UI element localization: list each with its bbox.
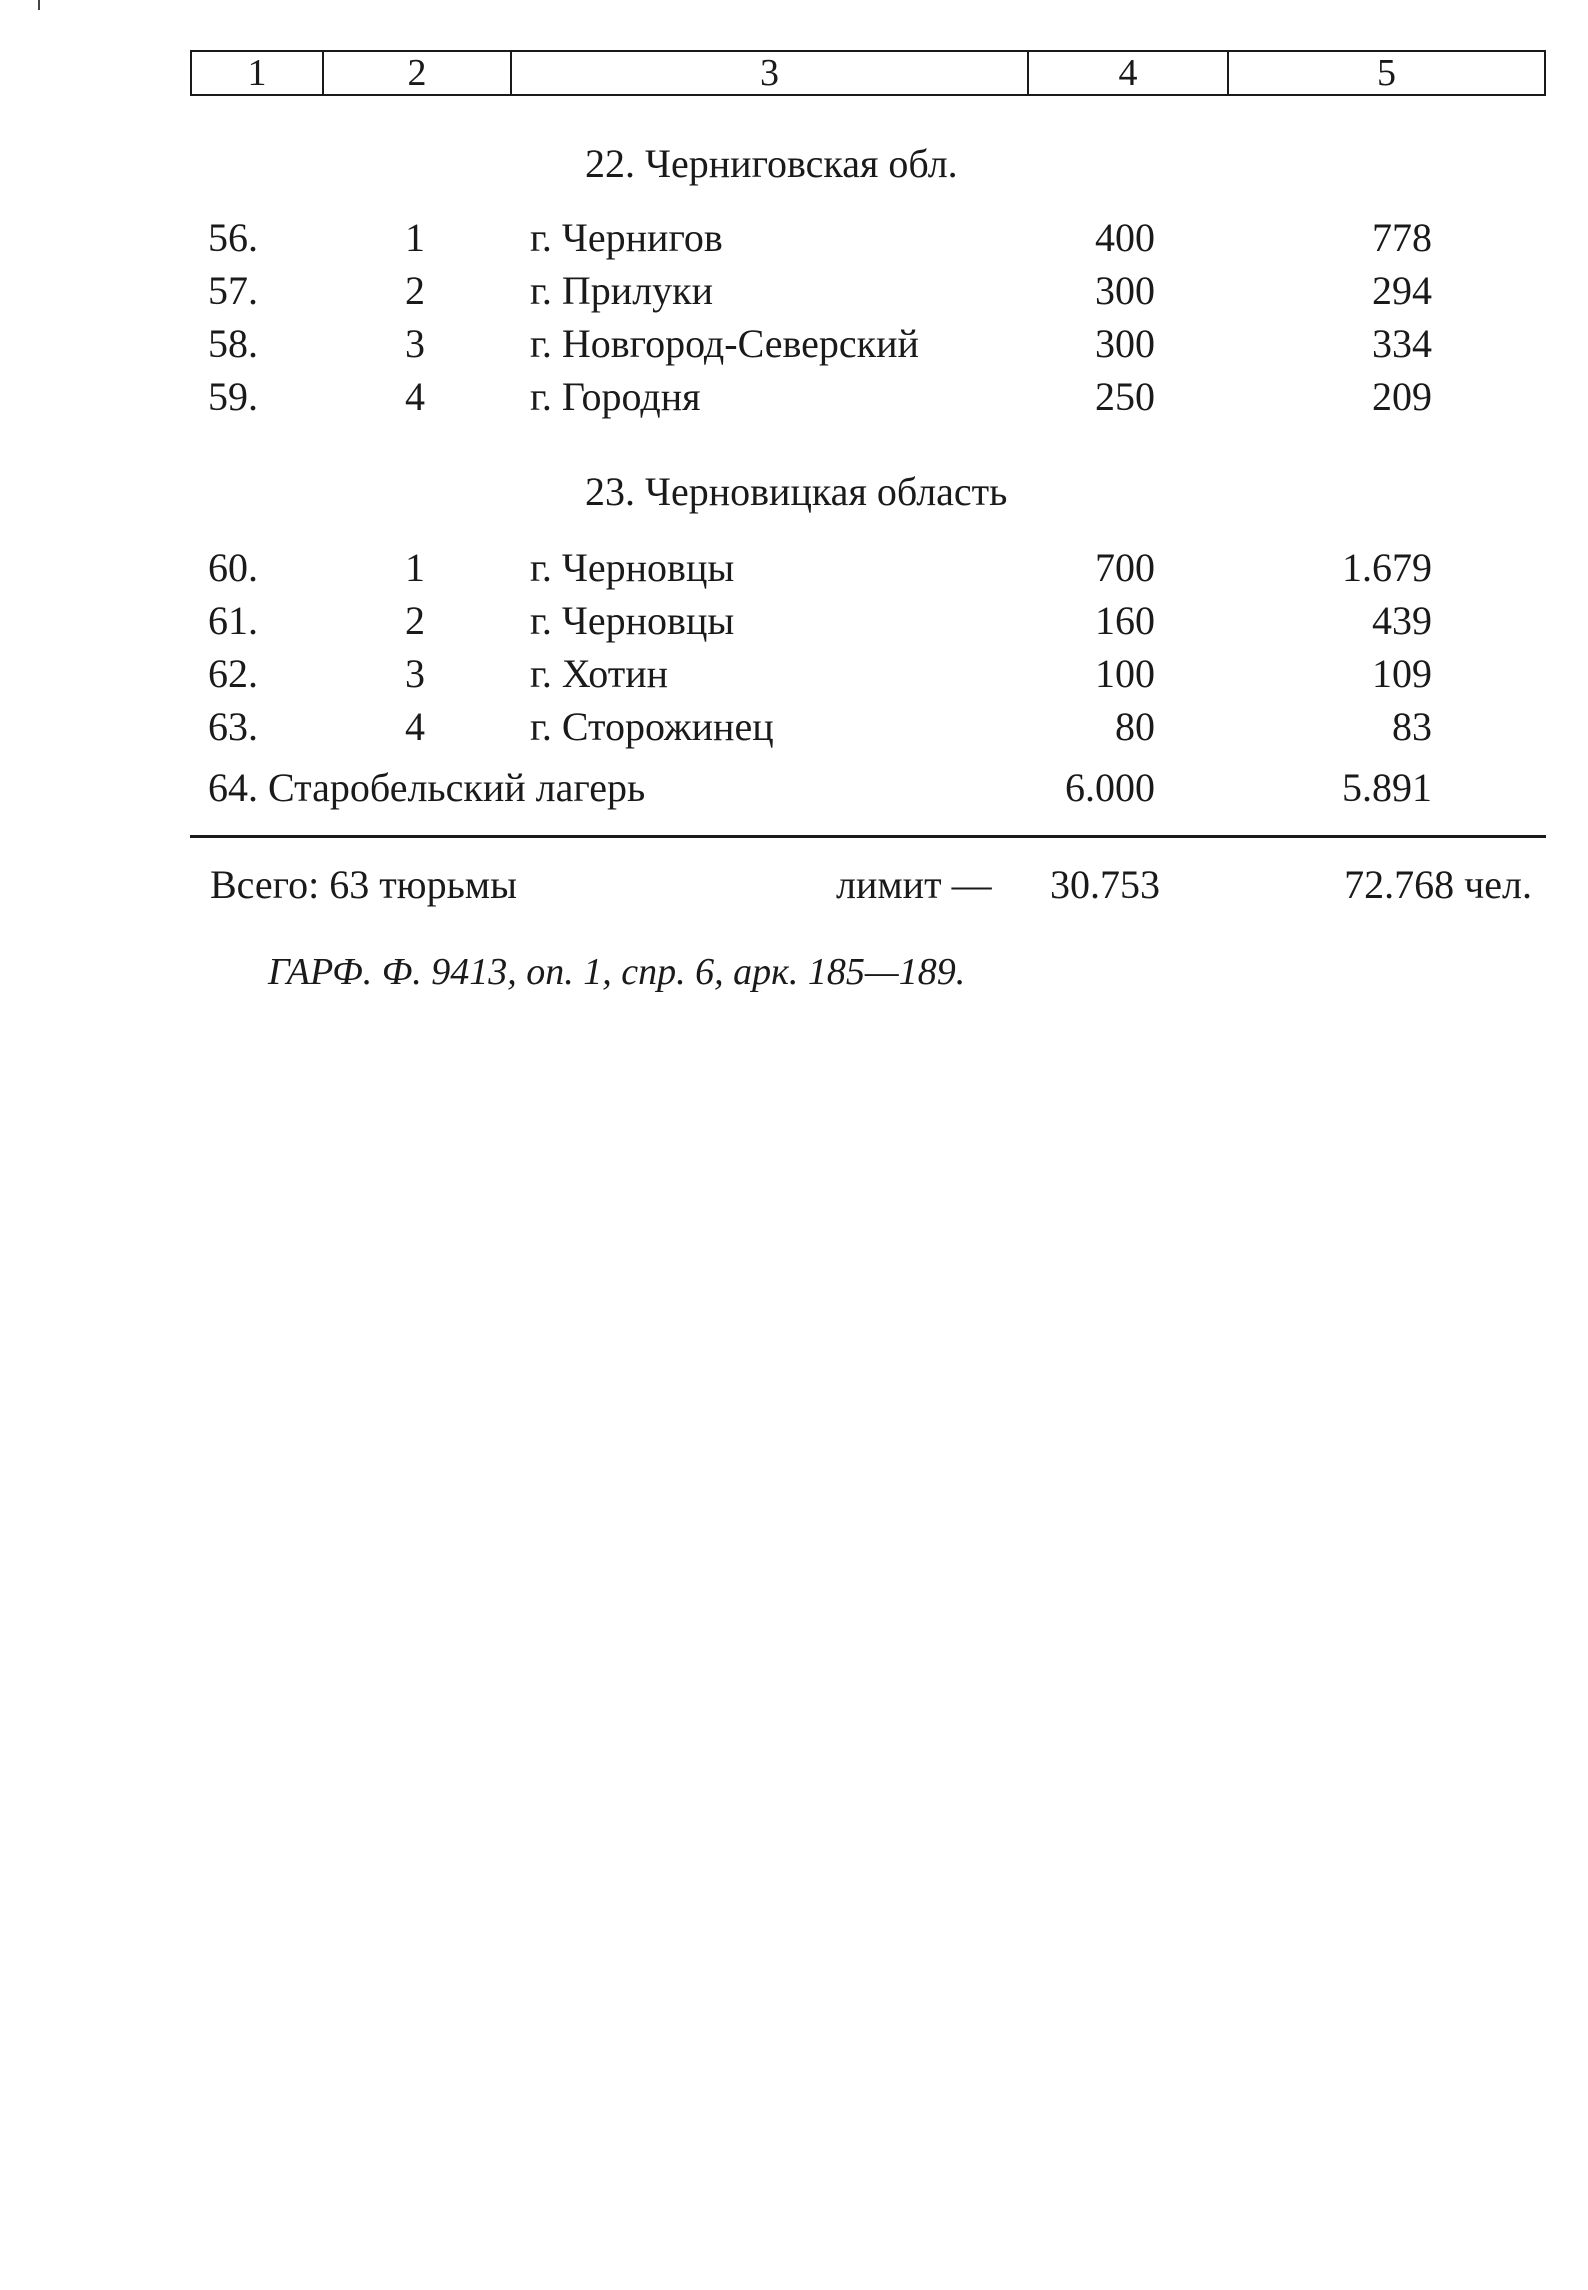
- column-header-1: 1: [192, 52, 324, 94]
- column-header-4: 4: [1029, 52, 1229, 94]
- row-city: г. Городня: [530, 374, 701, 419]
- table-row: [0, 701, 1588, 753]
- table-row: [0, 371, 1588, 423]
- table-row: [0, 595, 1588, 647]
- table-row: [0, 648, 1588, 700]
- row-limit: 400: [1095, 215, 1155, 260]
- section-title-chernigov: 22. Черниговская обл.: [585, 141, 958, 186]
- row-actual: 83: [1392, 704, 1432, 749]
- row-city: г. Хотин: [530, 651, 669, 696]
- table-row: [0, 212, 1588, 264]
- section-title-chernovtsy: 23. Черновицкая область: [585, 469, 1008, 514]
- row-number: 63.: [208, 704, 258, 749]
- row-index: 1: [405, 215, 425, 260]
- total-label: Всего: 63 тюрьмы: [210, 862, 517, 907]
- row-actual: 439: [1372, 598, 1432, 643]
- row-number: 56.: [208, 215, 258, 260]
- row-number: 60.: [208, 545, 258, 590]
- row-index: 3: [405, 321, 425, 366]
- table-row: [0, 265, 1588, 317]
- row-limit: 80: [1115, 704, 1155, 749]
- row-city: г. Новгород-Северский: [530, 321, 919, 366]
- total-limit: 30.753: [1050, 862, 1160, 907]
- camp-row: [0, 762, 1588, 814]
- row-index: 2: [405, 268, 425, 313]
- row-actual: 778: [1372, 215, 1432, 260]
- row-city: г. Черновцы: [530, 545, 735, 590]
- row-actual: 334: [1372, 321, 1432, 366]
- camp-actual: 5.891: [1342, 765, 1432, 810]
- row-city: г. Чернигов: [530, 215, 723, 260]
- row-index: 4: [405, 374, 425, 419]
- row-limit: 700: [1095, 545, 1155, 590]
- total-divider: [190, 835, 1546, 838]
- camp-limit: 6.000: [1065, 765, 1155, 810]
- row-limit: 300: [1095, 321, 1155, 366]
- row-actual: 209: [1372, 374, 1432, 419]
- total-row: [0, 858, 1588, 912]
- total-limit-label: лимит —: [836, 862, 992, 907]
- row-number: 61.: [208, 598, 258, 643]
- row-number: 59.: [208, 374, 258, 419]
- row-city: г. Прилуки: [530, 268, 713, 313]
- row-number: 58.: [208, 321, 258, 366]
- column-header-2: 2: [324, 52, 512, 94]
- row-city: г. Черновцы: [530, 598, 735, 643]
- table-row: [0, 542, 1588, 594]
- row-actual: 109: [1372, 651, 1432, 696]
- total-actual: 72.768 чел.: [1344, 862, 1532, 907]
- row-limit: 300: [1095, 268, 1155, 313]
- table-row: [0, 318, 1588, 370]
- column-header-5: 5: [1377, 52, 1396, 94]
- row-number: 57.: [208, 268, 258, 313]
- row-index: 2: [405, 598, 425, 643]
- row-index: 4: [405, 704, 425, 749]
- scan-mark: [38, 0, 40, 10]
- column-number-header: [190, 50, 1546, 96]
- row-number: 62.: [208, 651, 258, 696]
- row-actual: 1.679: [1342, 545, 1432, 590]
- row-limit: 250: [1095, 374, 1155, 419]
- row-actual: 294: [1372, 268, 1432, 313]
- row-limit: 100: [1095, 651, 1155, 696]
- column-header-3: 3: [512, 52, 1029, 94]
- row-index: 3: [405, 651, 425, 696]
- row-index: 1: [405, 545, 425, 590]
- camp-label: 64. Старобельский лагерь: [208, 765, 646, 810]
- archive-source-citation: ГАРФ. Ф. 9413, оп. 1, спр. 6, арк. 185—189.: [268, 951, 966, 993]
- row-city: г. Сторожинец: [530, 704, 774, 749]
- row-limit: 160: [1095, 598, 1155, 643]
